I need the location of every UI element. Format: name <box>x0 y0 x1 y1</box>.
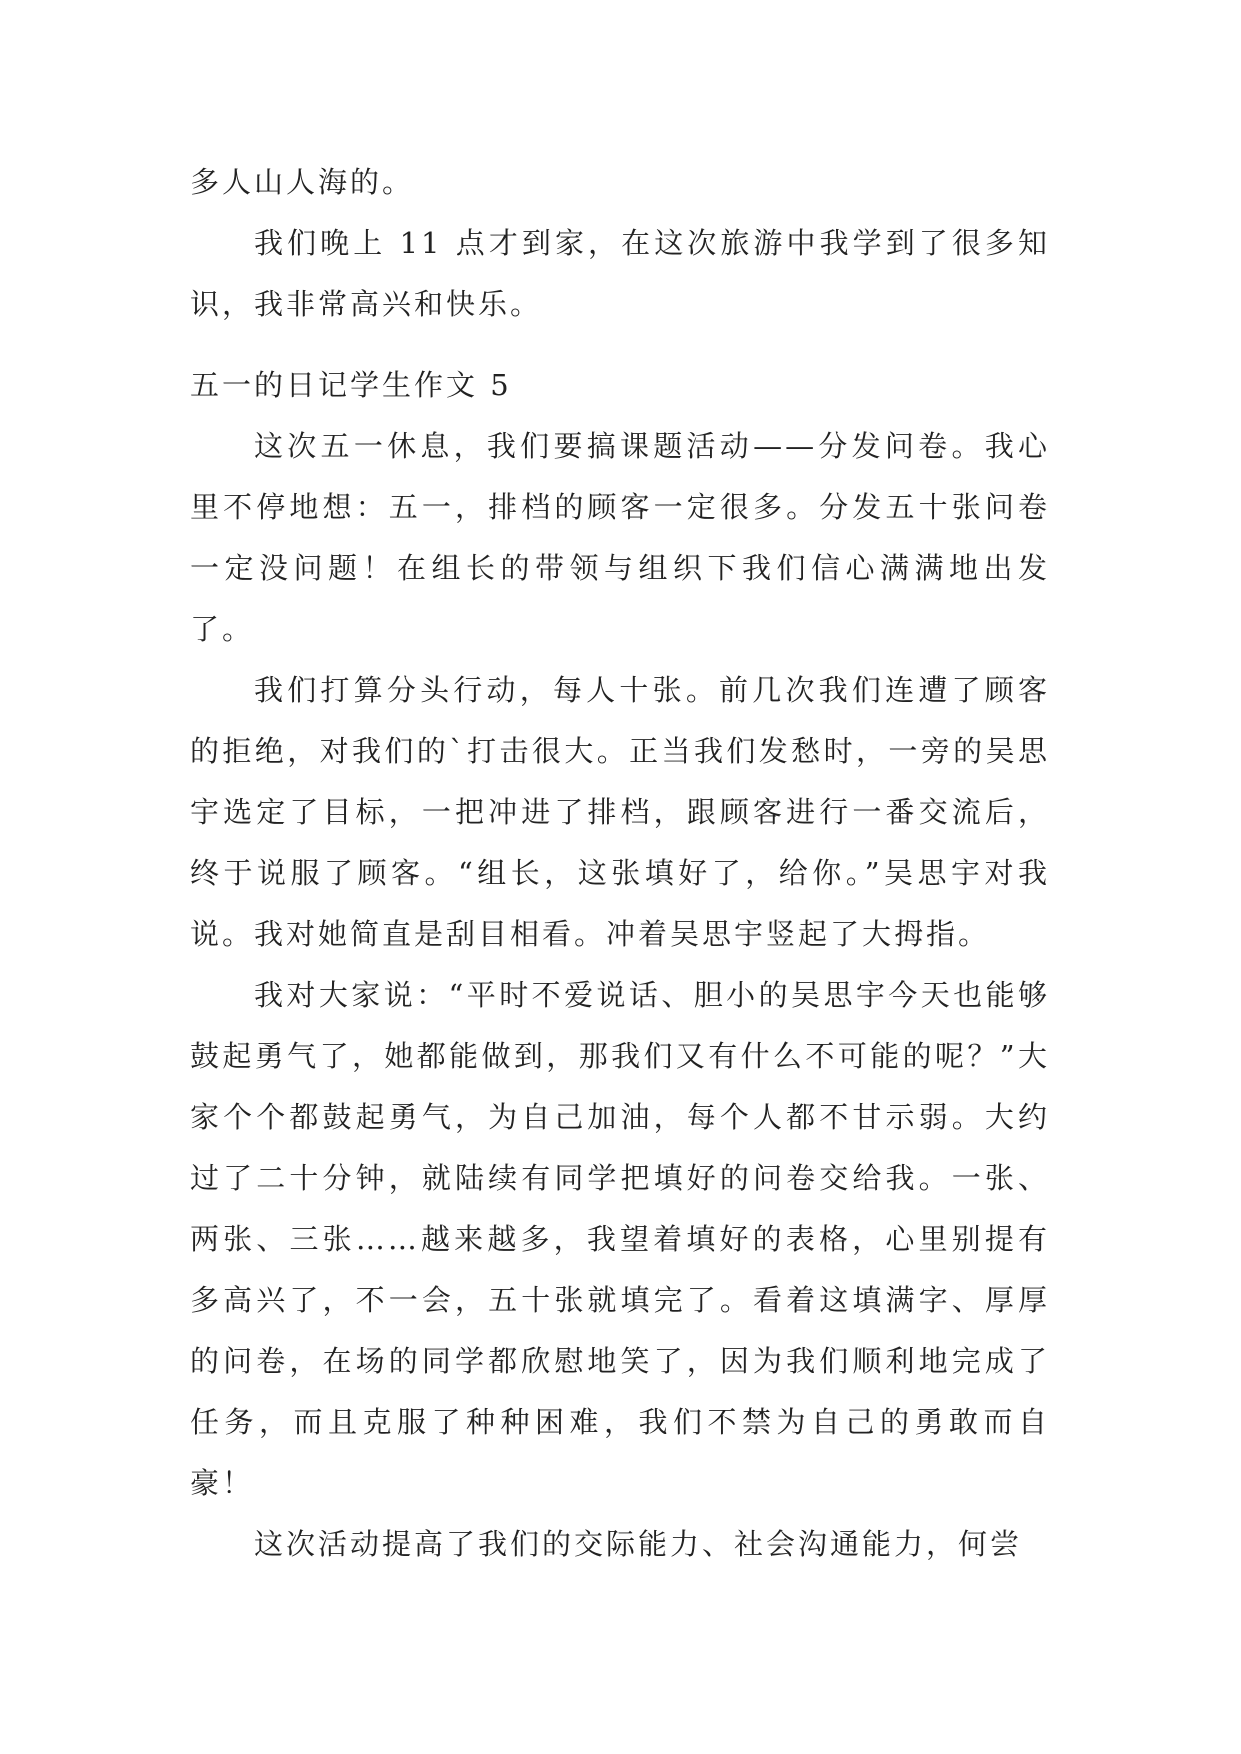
paragraph: 我们打算分头行动，每人十张。前几次我们连遭了顾客的拒绝，对我们的`打击很大。正当我们发愁时，一旁的吴思宇选定了目标，一把冲进了排档，跟顾客进行一番交流后，终于说服了顾客。“组长，这张填好了，给你。”吴思宇对我说。我对她简直是刮目相看。冲着吴思宇竖起了大拇指。 <box>190 673 1050 951</box>
paragraph-trip-summary: 我们晚上 11 点才到家，在这次旅游中我学到了很多知识，我非常高兴和快乐。 <box>190 226 1050 321</box>
text-section-top <box>190 152 1050 335</box>
essay-heading: 五一的日记学生作文 5 <box>190 368 512 402</box>
paragraph: 这次活动提高了我们的交际能力、社会沟通能力，何尝 <box>254 1527 1023 1561</box>
text-section-essay <box>190 355 1050 1575</box>
paragraph: 我对大家说：“平时不爱说话、胆小的吴思宇今天也能够鼓起勇气了，她都能做到，那我们又有什么不可能的呢？”大家个个都鼓起勇气，为自己加油，每个人都不甘示弱。大约过了二十分钟，就陆续有同学把填好的问卷交给我。一张、两张、三张……越来越多，我望着填好的表格，心里别提有多高兴了，不一会，五十张就填完了。看着这填满字、厚厚的问卷，在场的同学都欣慰地笑了，因为我们顺利地完成了任务，而且克服了种种困难，我们不禁为自己的勇敢而自豪！ <box>190 978 1050 1500</box>
paragraph-continuation: 多人山人海的。 <box>190 165 415 199</box>
paragraph: 这次五一休息，我们要搞课题活动——分发问卷。我心里不停地想：五一，排档的顾客一定很多。分发五十张问卷一定没问题！在组长的带领与组织下我们信心满满地出发了。 <box>190 429 1050 646</box>
